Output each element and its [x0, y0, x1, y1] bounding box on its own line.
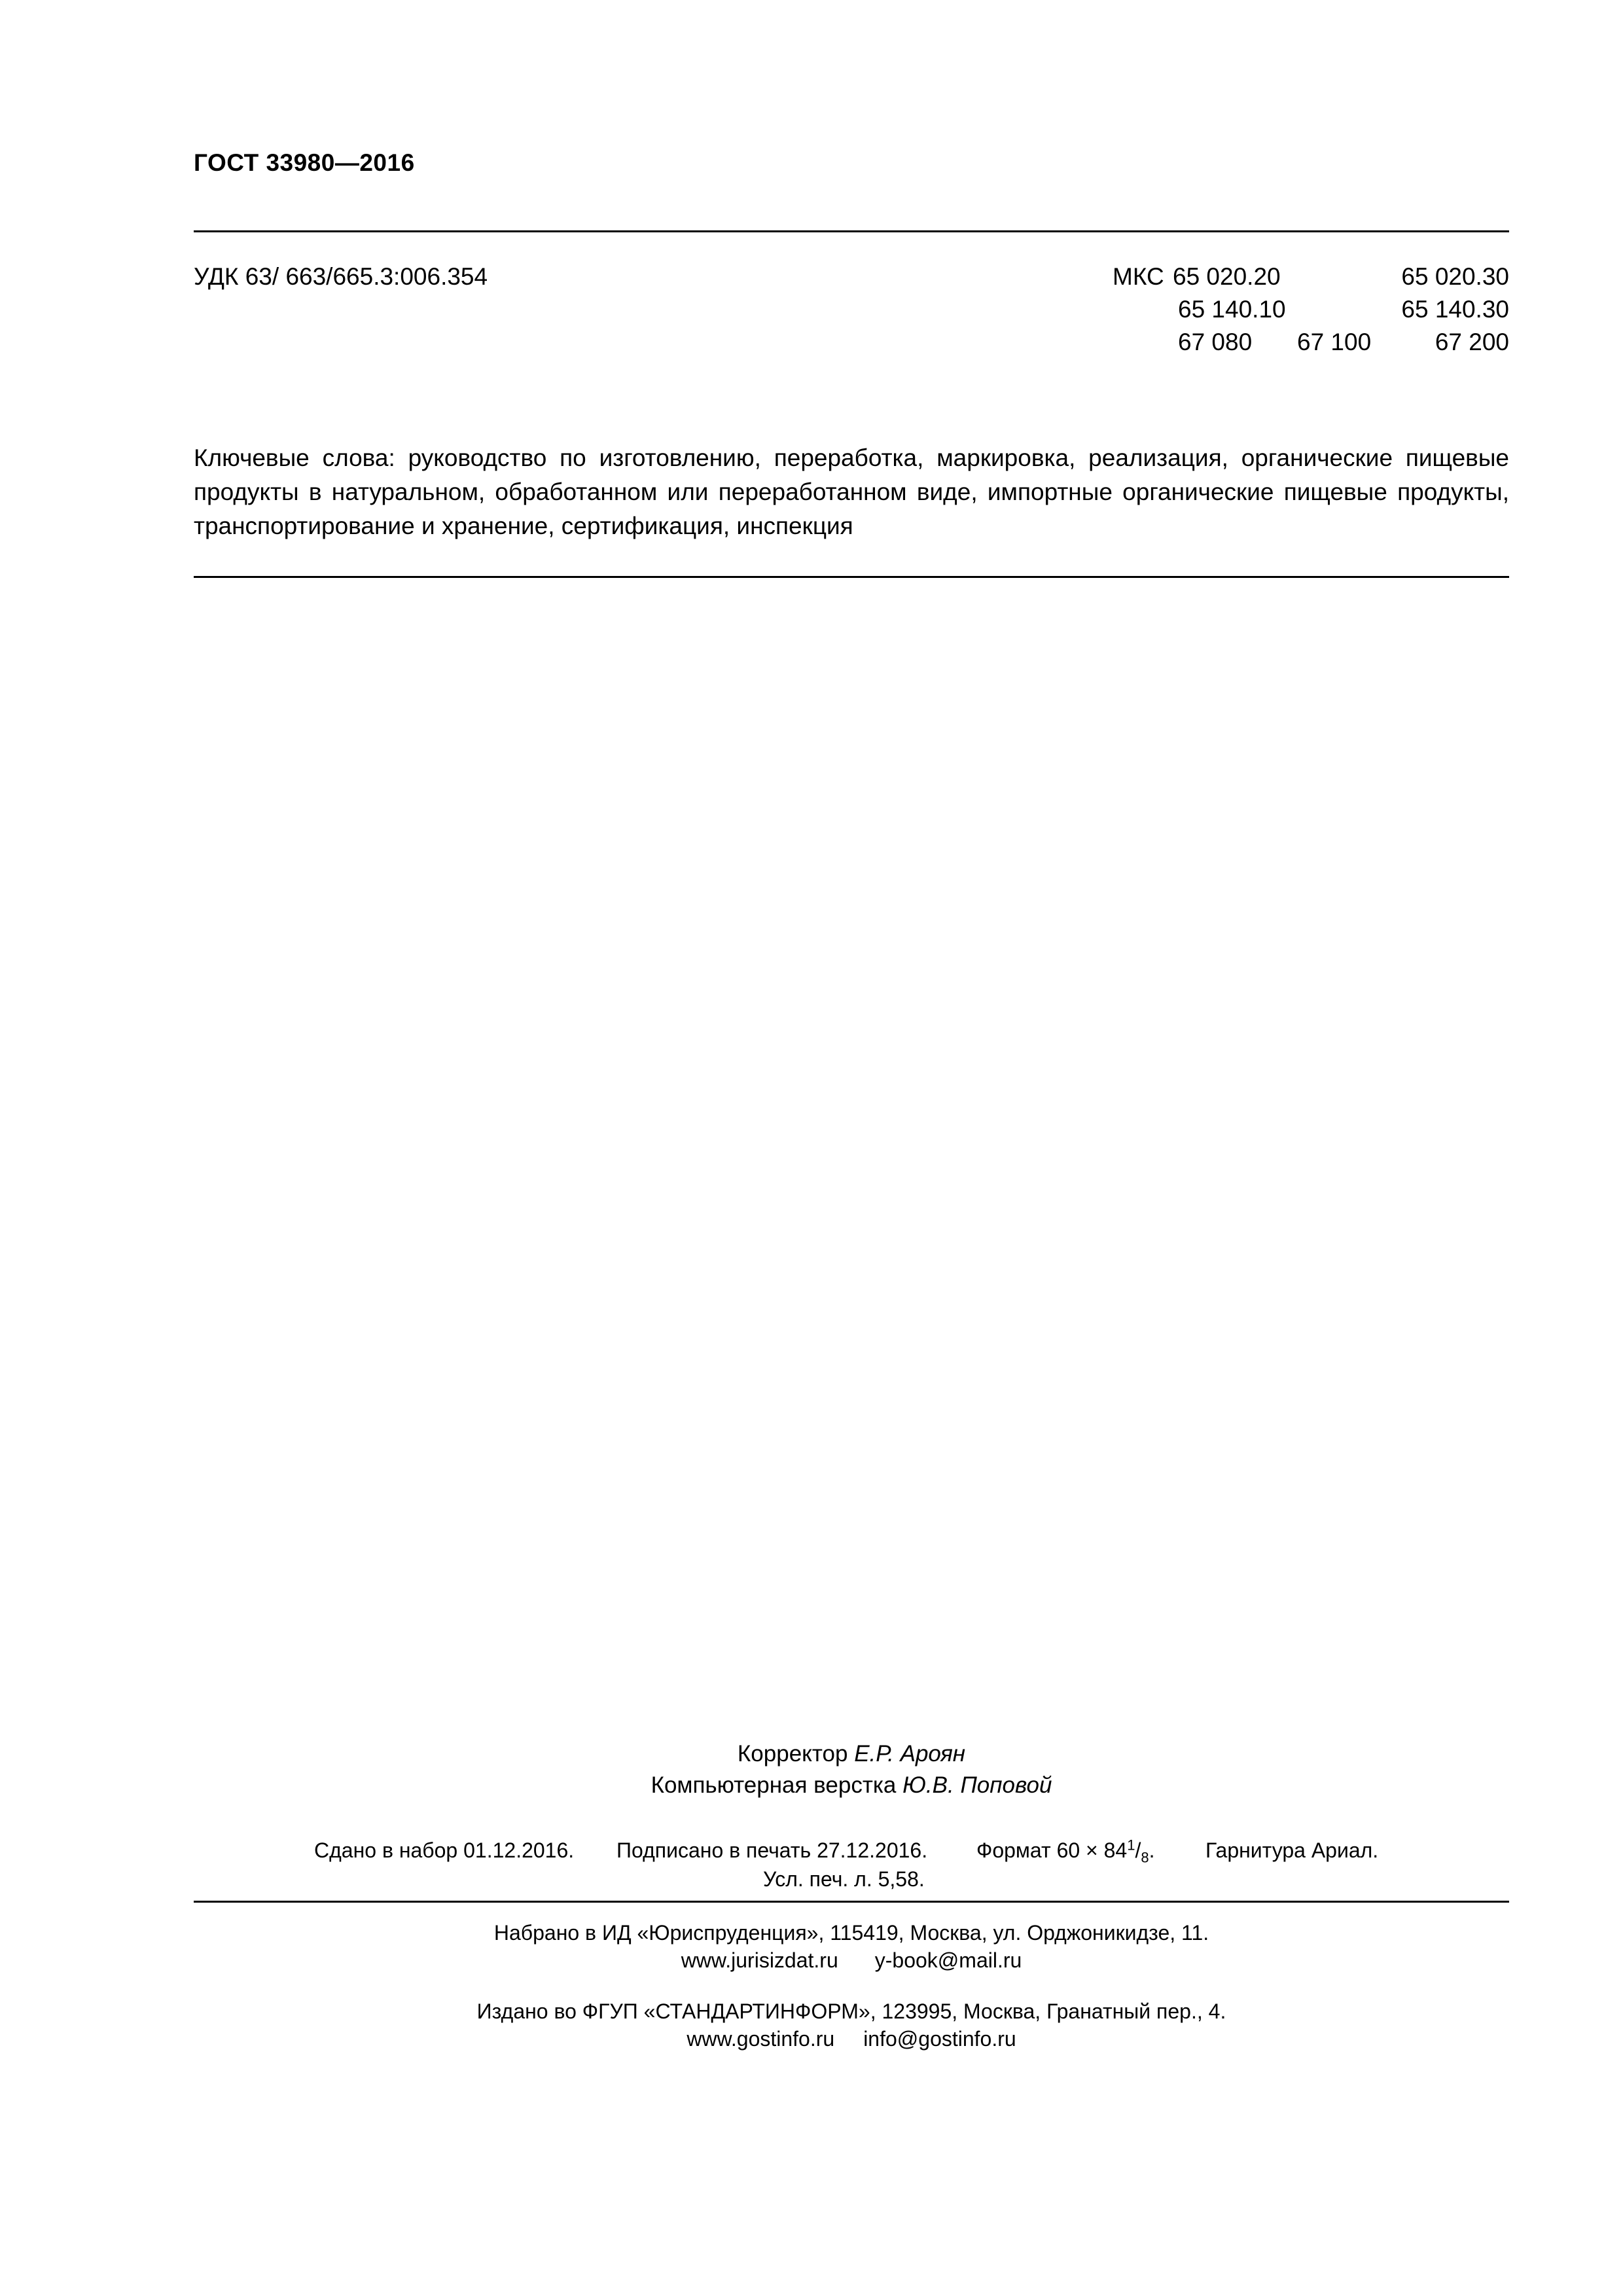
- mks-code: 65 020.30: [1401, 263, 1509, 290]
- format-numerator: 1: [1127, 1837, 1135, 1854]
- layout-line: [194, 1770, 1509, 1801]
- mks-codes: [1113, 260, 1509, 359]
- printed-sheets: Усл. печ. л. 5,58.: [763, 1867, 925, 1891]
- typeset-contacts: [194, 1946, 1509, 1974]
- layout-name: Ю.В. Поповой: [902, 1772, 1052, 1798]
- publisher-line: Издано во ФГУП «СТАНДАРТИНФОРМ», 123995, Москва, Гранатный пер., 4.: [476, 2000, 1226, 2023]
- publisher-email: info@gostinfo.ru: [863, 2027, 1016, 2051]
- corrector-label: Корректор: [737, 1741, 848, 1767]
- document-code: ГОСТ 33980—2016: [194, 149, 415, 176]
- typeset-line: Набрано в ИД «Юриспруденция», 115419, Москва, ул. Орджоникидзе, 11.: [493, 1921, 1209, 1945]
- paper-format: Формат $60 \times 84^1/_8$.: [976, 1837, 1155, 1866]
- format-denominator: 8: [1141, 1849, 1149, 1866]
- print-info-block: [194, 1837, 1509, 1894]
- mks-label: МКС: [1113, 263, 1164, 290]
- signed-date: Подписано в печать 27.12.2016.: [616, 1839, 928, 1862]
- typeface: Гарнитура Ариал.: [1205, 1839, 1379, 1862]
- typeset-email: y-book@mail.ru: [874, 1948, 1022, 1972]
- credits-block: [194, 1738, 1509, 1801]
- mks-code: 65 140.30: [1401, 296, 1509, 323]
- layout-label: Компьютерная верстка: [651, 1772, 897, 1798]
- corrector-name: Е.Р. Ароян: [854, 1741, 966, 1767]
- mks-code: 67 100: [1297, 329, 1372, 355]
- publisher-contacts: [194, 2025, 1509, 2053]
- publisher-website: www.gostinfo.ru: [687, 2027, 835, 2051]
- udk-code: УДК 63/ 663/665.3:006.354: [194, 263, 488, 290]
- top-divider: [194, 230, 1509, 232]
- keywords-divider: [194, 576, 1509, 578]
- publisher-block: [194, 1998, 1509, 2053]
- submitted-date: Сдано в набор 01.12.2016.: [314, 1839, 575, 1862]
- mks-code: 65 020.20: [1173, 263, 1281, 290]
- mks-code: 67 080: [1178, 329, 1253, 355]
- mks-code: 65 140.10: [1178, 296, 1286, 323]
- typeset-block: [194, 1919, 1509, 1974]
- keywords-paragraph: Ключевые слова: руководство по изготовлению, переработка, маркировка, реализация, органические пищевые продукты в натуральном, обработанном или переработанном виде, импортные органические пищевые продукты, транспортирование и хранение, сертификация, инспекция: [194, 444, 1509, 539]
- bottom-divider: [194, 1901, 1509, 1903]
- corrector-line: [194, 1738, 1509, 1770]
- mks-code: 67 200: [1435, 329, 1509, 355]
- typeset-website: www.jurisizdat.ru: [681, 1948, 838, 1972]
